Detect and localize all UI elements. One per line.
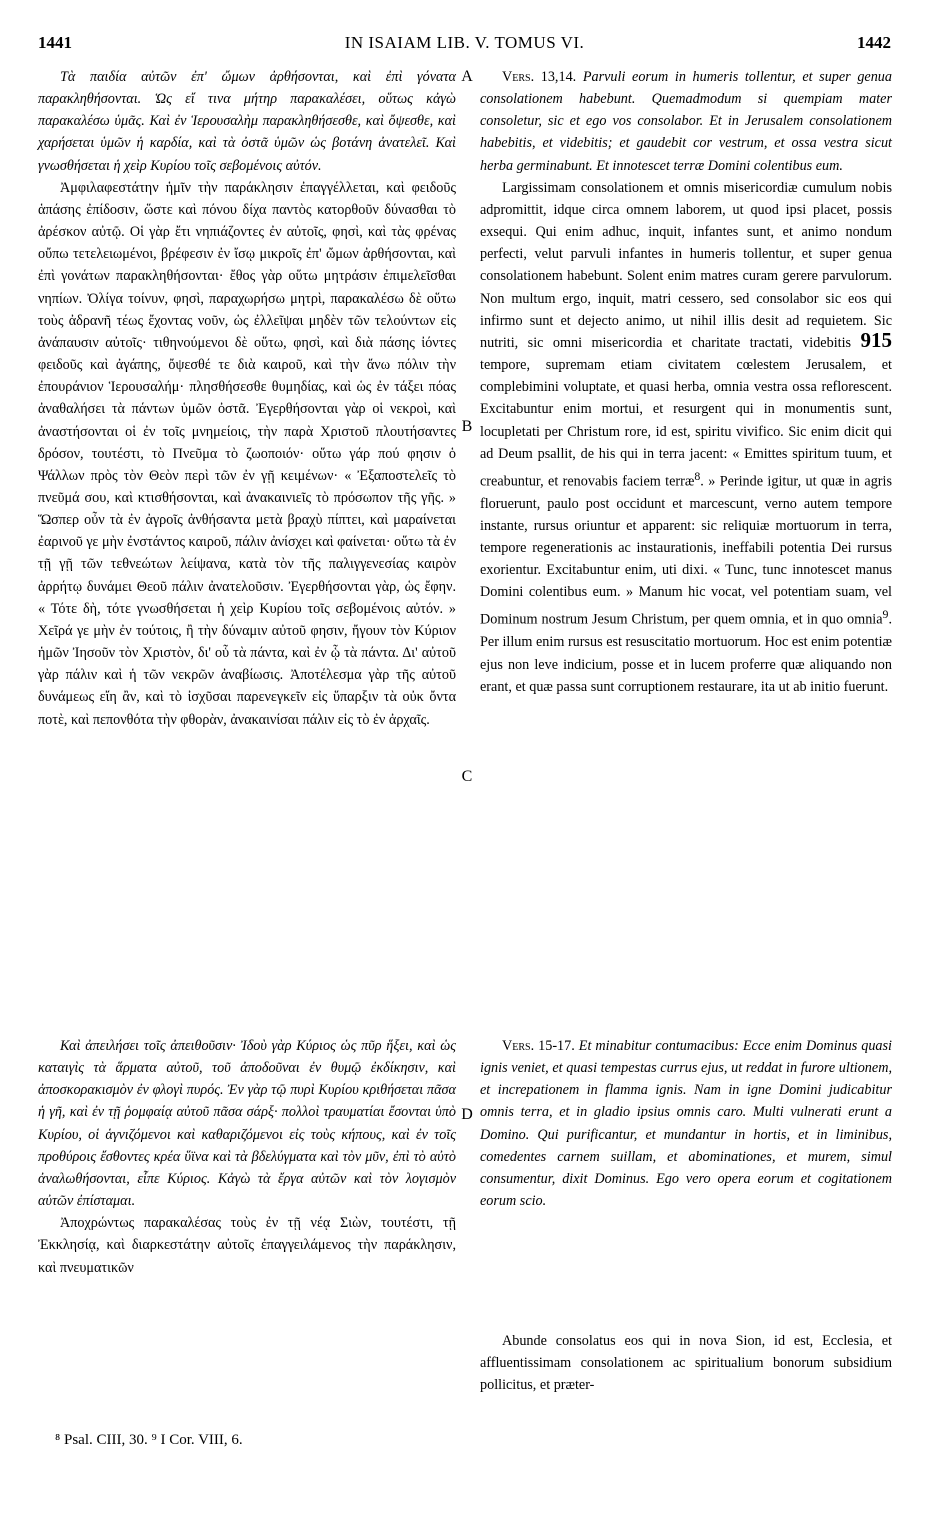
footnotes: ⁸ Psal. CIII, 30. ⁹ I Cor. VIII, 6. <box>55 1432 243 1448</box>
latin-commentary-2: Abunde consolatus eos qui in nova Sion, id est, Ecclesia, et affluentissimam consolationem ac spiritualium bonorum subsidium pollicitus, et præter- <box>480 1333 892 1394</box>
latin-text-c: . » Perinde igitur, ut quæ in agris floruerunt, paulo post occidunt et marcescunt, verno autem tempore instante, rursus oriuntur et apparent: sic reliquiæ mortuorum in terra, tempore regenerationis ac instaurationis, ineffabili potentia Dei rursus exorientur. Excitabuntur enim, uti dixi. « Tunc, tunc innotescet manus Domini colentibus eum. » Manum hic vocat, vel potentiam suam, vel Dominum nostrum Jesum Christum, per quem omnia, et in quo omnia <box>480 473 892 629</box>
greek-column-upper <box>38 66 456 731</box>
verse-label-1: Vers. 13,14. <box>502 69 577 85</box>
margin-marker-a: A <box>461 68 473 85</box>
latin-lemma-1 <box>480 66 892 177</box>
column-number: 915 <box>860 327 892 352</box>
latin-column-final <box>480 1330 892 1396</box>
verse-label-2: Vers. 15-17. <box>502 1038 575 1054</box>
greek-lemma-2: Καὶ ἀπειλήσει τοῖς ἀπειθοῦσιν· Ἰδοὺ γὰρ Κύριος ὡς πῦρ ἥξει, καὶ ὡς καταιγὶς τὰ ἅρματα αὐτοῦ, τοῦ ἀποδοῦναι ἐν θυμῷ ἐκδίκησιν, καὶ ἀποσκορακισμὸν ἐν φλογὶ πυρός. Ἐν γὰρ τῷ πυρὶ Κυρίου κριθήσεται πᾶσα ἡ γῆ, καὶ ἐν τῇ ῥομφαίᾳ αὐτοῦ πᾶσα σάρξ· πολλοὶ τραυματίαι ἔσονται ὑπὸ Κυρίου, οἱ ἁγνιζόμενοι καὶ καθαριζόμενοι εἰς τοὺς κήπους, καὶ ἐν τοῖς προθύροις ἔσθοντες κρέα ὕϊνα καὶ τὰ βδελύγματα καὶ τὸν μῦν, ἐπὶ τὸ αὐτὸ ἀναλωθήσονται, εἶπε Κύριος. Κἀγὼ τὰ ἔργα αὐτῶν καὶ τὸν λογισμὸν αὐτῶν ἐπίσταμαι. <box>38 1038 456 1210</box>
latin-column-upper <box>480 66 892 698</box>
greek-lemma-1: Τὰ παιδία αὐτῶν ἐπ' ὤμων ἀρθήσονται, καὶ ἐπὶ γόνατα παρακληθήσονται. Ὡς εἴ τινα μήτηρ παρακαλέσει, οὕτως κἀγὼ παρακαλέσω ὑμᾶς. Καὶ ἐν Ἱερουσαλὴμ παρακληθήσεσθε, καὶ ὄψεσθε, καὶ χαρήσεται ὑμῶν ἡ καρδία, καὶ τὰ ὀστᾶ ὑμῶν ὡς βοτάνη ἀνατελεῖ. Καὶ γνωσθήσεται ἡ χεὶρ Κυρίου τοῖς σεβομένοις αὐτόν. <box>38 69 456 174</box>
running-header <box>38 33 891 59</box>
latin-text-d: . Per illum enim rursus est resuscitatio mortuorum. Hoc est enim potentiæ ejus non leve indicium, posse et in lucem proferre quæ aliquando non erant, et quæ passa sunt corruptionem restaurare, ita ut ab initio fuerunt. <box>480 612 892 695</box>
latin-commentary-1 <box>480 177 892 698</box>
margin-marker-c: C <box>461 768 473 785</box>
greek-commentary-2: Ἀποχρώντως παρακαλέσας τοὺς ἐν τῇ νέᾳ Σιὼν, τουτέστι, τῇ Ἐκκλησίᾳ, καὶ διαρκεστάτην αὐτοῖς ἐπαγγειλάμενος τὴν παράκλησιν, καὶ πνευματικῶν <box>38 1215 456 1276</box>
greek-column-lower <box>38 1035 456 1279</box>
margin-marker-b: B <box>461 418 473 435</box>
latin-lemma-2 <box>480 1035 892 1212</box>
latin-lemma-1-text: Parvuli eorum in humeris tollentur, et super genua consolationem habebunt. Quemadmodum si quempiam mater consoletur, sic et ego vos consolabor. Et in Jerusalem consolationem habebitis, et videbitis; et gaudebit cor vestrum, et ossa vestra sicut herba germinabunt. Et innotescet terræ Domini colentibus eum. <box>480 69 892 174</box>
greek-commentary-1: Ἀμφιλαφεστάτην ἡμῖν τὴν παράκλησιν ἐπαγγέλλεται, καὶ φειδοῦς ἁπάσης ἐπίδοσιν, ὥστε καὶ πόνου δίχα παντὸς κατορθοῦν δύνασθαι τὸ ἀρέσκον αὐτῷ. Οἱ γὰρ ἔτι νηπιάζοντες ἐν αὐτοῖς, φησὶ, καὶ τὰς φρένας οὔπω τετελειωμένοι, βρέφεσιν ἐν ἴσῳ μικροῖς ἐπ' ὤμων ἀρθήσονται, καὶ ἐπὶ γονάτων παρακληθήσονται· ἔθος γὰρ οὕτω μητράσιν ἐπιμελεῖσθαι νηπίων. Ὀλίγα τοίνυν, φησὶ, παραχωρήσω μητρὶ, παρακαλέσω δὲ οὕτω τοὺς ἀδρανῆ τέως ἔχοντας νοῦν, ὡς ἐλλεῖψαι μηδὲν τῶν τελούντων εἰς ἀνάπαυσιν αὐτοῖς· τιθηνούμενοι δὲ οὕτω, φησὶ, καὶ διὰ πάσης ἰόντες φειδοῦς καὶ ἀγάπης, ὄψεσθέ τε διὰ καιροῦ, καὶ τὴν ἄνω πόλιν τὴν ἐπουράνιον Ἱερουσαλήμ· πλησθήσεσθε θυμηδίας, καὶ ὡς ἐν τάξει πόας ἀναθαλήσει τὰ πάντων ὑμῶν ὀστᾶ. Ἐγερθήσονται γὰρ οἱ νεκροὶ, καὶ ἀναστήσονται οἱ ἐν τοῖς μνημείοις, τὴν παρὰ Χριστοῦ πλουτήσαντες δρόσον, τουτέστι, τὸ Πνεῦμα τὸ ζωοποιόν· οὕτω γάρ πού φησιν ὁ Ψάλλων πρὸς τὸν Θεὸν περὶ τῶν ἐν γῇ κειμένων· « Ἐξαποστελεῖς τὸ πνεῦμά σου, καὶ κτισθήσονται, καὶ ἀνακαινιεῖς τὸ πρόσωπον τῆς γῆς. » Ὥσπερ οὖν τὰ ἐν ἀγροῖς ἀνθήσαντα μετὰ βραχὺ πίπτει, καὶ μαραίνεται ἐαρινοῦ γε μὴν ἐνστάντος καιροῦ, πάλιν ἀνίσχει καὶ φαίνεται· οὕτω τὰ ἐν τῇ γῇ τῶν τεθνεώτων λείψανα, κατὰ τὸν τῆς παλιγγενεσίας καιρὸν ἀρρήτῳ δυνάμει Θεοῦ πάλιν ἀνατελοῦσιν. Ἐγερθήσονται γὰρ, ὡς ἔφην. « Τότε δὴ, τότε γνωσθήσεται ἡ χεὶρ Κυρίου τοῖς σεβομένοις αὐτόν. » Χεῖρά γε μὴν ἐν τούτοις, ἢ τὴν δύναμιν αὐτοῦ φησιν, ἤγουν τὸν Κύριον ἡμῶν Ἰησοῦν τὸν Χριστὸν, δι' οὗ τὰ πάντα, καὶ ἐν ᾧ τὰ πάντα. Δι' αὐτοῦ γὰρ πάλιν καὶ ἡ τῶν νεκρῶν ἀναβίωσις. Ἀποτέλεσμα γὰρ τῆς αὐτοῦ δυνάμεως εἴη ἂν, καὶ τὸ ἰσχῦσαι παρενεγκεῖν εἰς ὕπαρξιν τὰ οὐκ ὄντα ποτὲ, καὶ πεπονθότα τὴν φθορὰν, ἀνακαινίσαι πάλιν εἰς τὸ ἐν ἀρχαῖς. <box>38 179 456 728</box>
latin-text-b: tempore, supremam etiam civitatem cœlestem Jerusalem, et complebimini voluptate, et quasi herba, omnia vestra ossa reflorescent. Excitabuntur enim mortui, et resurgent qui in monumentis sunt, locupletati per Christum rore, id est, spiritu vivifico. Sic enim dicit qui ad Deum psallit, de his qui in terra jacent: « Emittes spiritum tuum, et creabuntur, et renovabis faciem terræ <box>480 357 892 490</box>
running-title: IN ISAIAM LIB. V. TOMUS VI. <box>344 33 585 52</box>
margin-marker-d: D <box>461 1106 473 1123</box>
footnote-ref-8: 8 <box>694 468 701 483</box>
latin-text-a: Largissimam consolationem et omnis misericordiæ cumulum nobis adpromittit, idque circa omnem laborem, ut quod ipsi placet, possis exsequi. Qui enim adhuc, inquit, infantes sunt, et animo nondum perfecti, velut parvuli infantes in humeris tollentur, et super genua consolationem habebunt. Solent enim matres curam gerere parvulorum. Non multum ergo, inquit, matri cessero, sed consolabor sic eos qui infirmo sunt et dejecto animo, ut nihil illis desit ad requietem. Sic nutriti, sic omni misericordia et charitate tractati, videbitis <box>480 179 892 351</box>
latin-lemma-2-text: Et minabitur contumacibus: Ecce enim Dominus quasi ignis veniet, et quasi tempestas currus ejus, ut reddat in furore ultionem, et increpationem in flamma ignis. Nam in igne Domini judicabitur omnis terra, et in gladio ipsius omnis caro. Multi vulnerati erunt a Domino. Qui purificantur, et mundantur in hortis, et in liminibus, comedentes carnem suillam, et abominationes, et murem, simul consumentur, dixit Dominus. Ego vero opera eorum et cogitationem eorum scio. <box>480 1038 892 1210</box>
page-number-right: 1442 <box>857 33 891 52</box>
page-number-left: 1441 <box>38 33 72 52</box>
latin-column-lower <box>480 1035 892 1212</box>
footnote-ref-9: 9 <box>882 607 889 622</box>
